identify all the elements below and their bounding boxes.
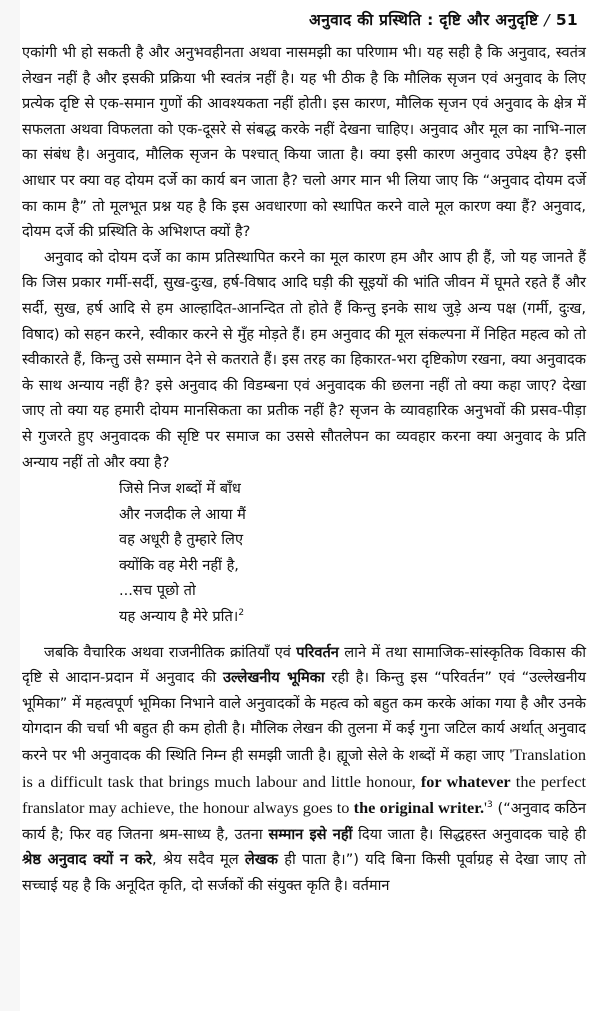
english-quote: ' (484, 798, 487, 818)
bold-term: लेखक (244, 851, 278, 869)
poem-line-last (119, 604, 586, 630)
text-run: ही पाता है।”) यदि बिना किसी पूर्वाग्रह से देखा जाए तो सच्चाई यह है कि अनूदित कृति, दो सर्जकों की संयुक्त कृति है। वर्तमान (22, 851, 587, 894)
poem-line: ...सच पूछो तो (119, 582, 196, 600)
page-number: 51 (555, 11, 578, 29)
english-quote-bold: for whatever (420, 771, 511, 791)
footnote-ref-3: 3 (486, 800, 493, 811)
poem-line: और नजदीक ले आया मैं (119, 505, 246, 523)
text-run: दिया जाता है। सिद्धहस्त अनुवादक चाहे ही (352, 825, 586, 843)
bold-term: उल्लेखनीय भूमिका (222, 669, 325, 687)
text-run: जबकि वैचारिक अथवा राजनीतिक क्रांतियाँ एवं (44, 643, 297, 661)
bold-term: श्रेष्ठ अनुवाद क्यों न करे (22, 851, 152, 869)
poem-line: वह अधूरी है तुम्हारे लिए (119, 531, 244, 549)
text-run: रही है। किन्तु इस “परिवर्तन” एवं “उल्लेखनीय भूमिका” में महत्वपूर्ण भूमिका निभाने वाले अनुवादकों के महत्व को बहुत कम करके आंका गया है और उनके योगदान की चर्चा भी बहुत ही कम होती है। मौलिक लेखन की तुलना में कई गुना जटिल कार्य अर्थात् अनुवाद करने पर भी अनुवादक की स्थिति निम्न ही समझी जाती है। ह्यूजो सेले के शब्दों में कहा जाए (22, 669, 586, 765)
english-quote: the perfect franslator may achieve, the honour always goes to (22, 771, 587, 818)
paragraph-3 (22, 640, 586, 899)
bold-term: सम्मान इसे नहीं (268, 825, 353, 843)
paragraph-1: एकांगी भी हो सकती है और अनुभवहीनता अथवा नासमझी का परिणाम भी। यह सही है कि अनुवाद, स्वतंत्र लेखन नहीं है और इसकी प्रक्रिया भी स्वतंत्र नहीं है। यह भी ठीक है कि मौलिक सृजन एवं अनुवाद के लिए प्रत्येक दृष्टि से एक-समान गुणों की आवश्यकता नहीं होती। इस कारण, मौलिक सृजन एवं अनुवाद के क्षेत्र में सफलता अथवा विफलता को एक-दूसरे से संबद्ध करके नहीं देखना चाहिए। अनुवाद और मूल का नाभि-नाल का संबंध है। अनुवाद, मौलिक सृजन के पश्चात् किया जाता है। क्या इसी कारण अनुवाद उपेक्ष्य है? इसी आधार पर क्या वह दोयम दर्जे का कार्य बन जाता है? चलो अगर मान भी लिया जाए कि “अनुवाद दोयम दर्जे का काम है” तो मूलभूत प्रश्न यह है कि इस अवधारणा को स्थापित करने वाले मूल कारण क्या हैं? अनुवाद, दोयम दर्जे की प्रस्थिति के अभिशप्त क्यों है? (22, 44, 586, 241)
poem-line: क्योंकि वह मेरी नहीं है, (119, 556, 239, 574)
text-run: लाने में तथा सामाजिक-सांस्कृतिक विकास की दृष्टि से आदान-प्रदान में अनुवाद की (22, 643, 586, 687)
running-header (309, 8, 578, 30)
body-text (22, 40, 586, 899)
poem-line: जिसे निज शब्दों में बाँध (119, 480, 241, 498)
text-run: (“अनुवाद कठिन कार्य है; फिर वह जितना श्रम-साध्य है, उतना (22, 800, 587, 843)
page-gutter (0, 0, 20, 1011)
poem-line-text: यह अन्याय है मेरे प्रति। (119, 608, 239, 626)
bold-term: परिवर्तन (296, 643, 339, 661)
text-run: , श्रेय सदैव मूल (152, 851, 245, 869)
poem-quote (119, 476, 586, 630)
english-quote: 'Translation is a difficult task that brings much labour and little honour, (22, 745, 586, 791)
footnote-ref-2: 2 (238, 608, 245, 619)
header-separator: / (544, 11, 550, 29)
english-quote-bold: the original writer. (353, 798, 485, 818)
chapter-title: अनुवाद की प्रस्थिति : दृष्टि और अनुदृष्टि (309, 11, 539, 29)
paragraph-2: अनुवाद को दोयम दर्जे का काम प्रतिस्थापित करने का मूल कारण हम और आप ही हैं, जो यह जानते हैं कि जिस प्रकार गर्मी-सर्दी, सुख-दुःख, हर्ष-विषाद आदि घड़ी की सूइयों की भांति जीवन में घूमते रहते हैं और सर्दी, सुख, हर्ष आदि से हम आल्हादित-आनन्दित तो होते हैं किन्तु इनके साथ जुड़े अन्य पक्ष (गर्मी, दुःख, विषाद) को सहन करने, स्वीकार करने से मुँह मोड़ते हैं। हम अनुवाद की मूल संकल्पना में निहित महत्व को तो स्वीकारते हैं, किन्तु उसे सम्मान देने से कतराते हैं। इस तरह का हिकारत-भरा दृष्टिकोण रखना, क्या अनुवादक के साथ अन्याय नहीं है? इसे अनुवाद की विडम्बना एवं अनुवादक की छलना नहीं तो क्या कहा जाए? देखा जाए तो क्या यह हमारी दोयम मानसिकता का प्रतीक नहीं है? सृजन के व्यावहारिक अनुभवों की प्रसव-पीड़ा से गुजरते हुए अनुवादक की सृष्टि पर समाज का उससे सौतलेपन का व्यवहार करना क्या अनुवाद के प्रति अन्याय नहीं तो और क्या है? (22, 248, 586, 471)
